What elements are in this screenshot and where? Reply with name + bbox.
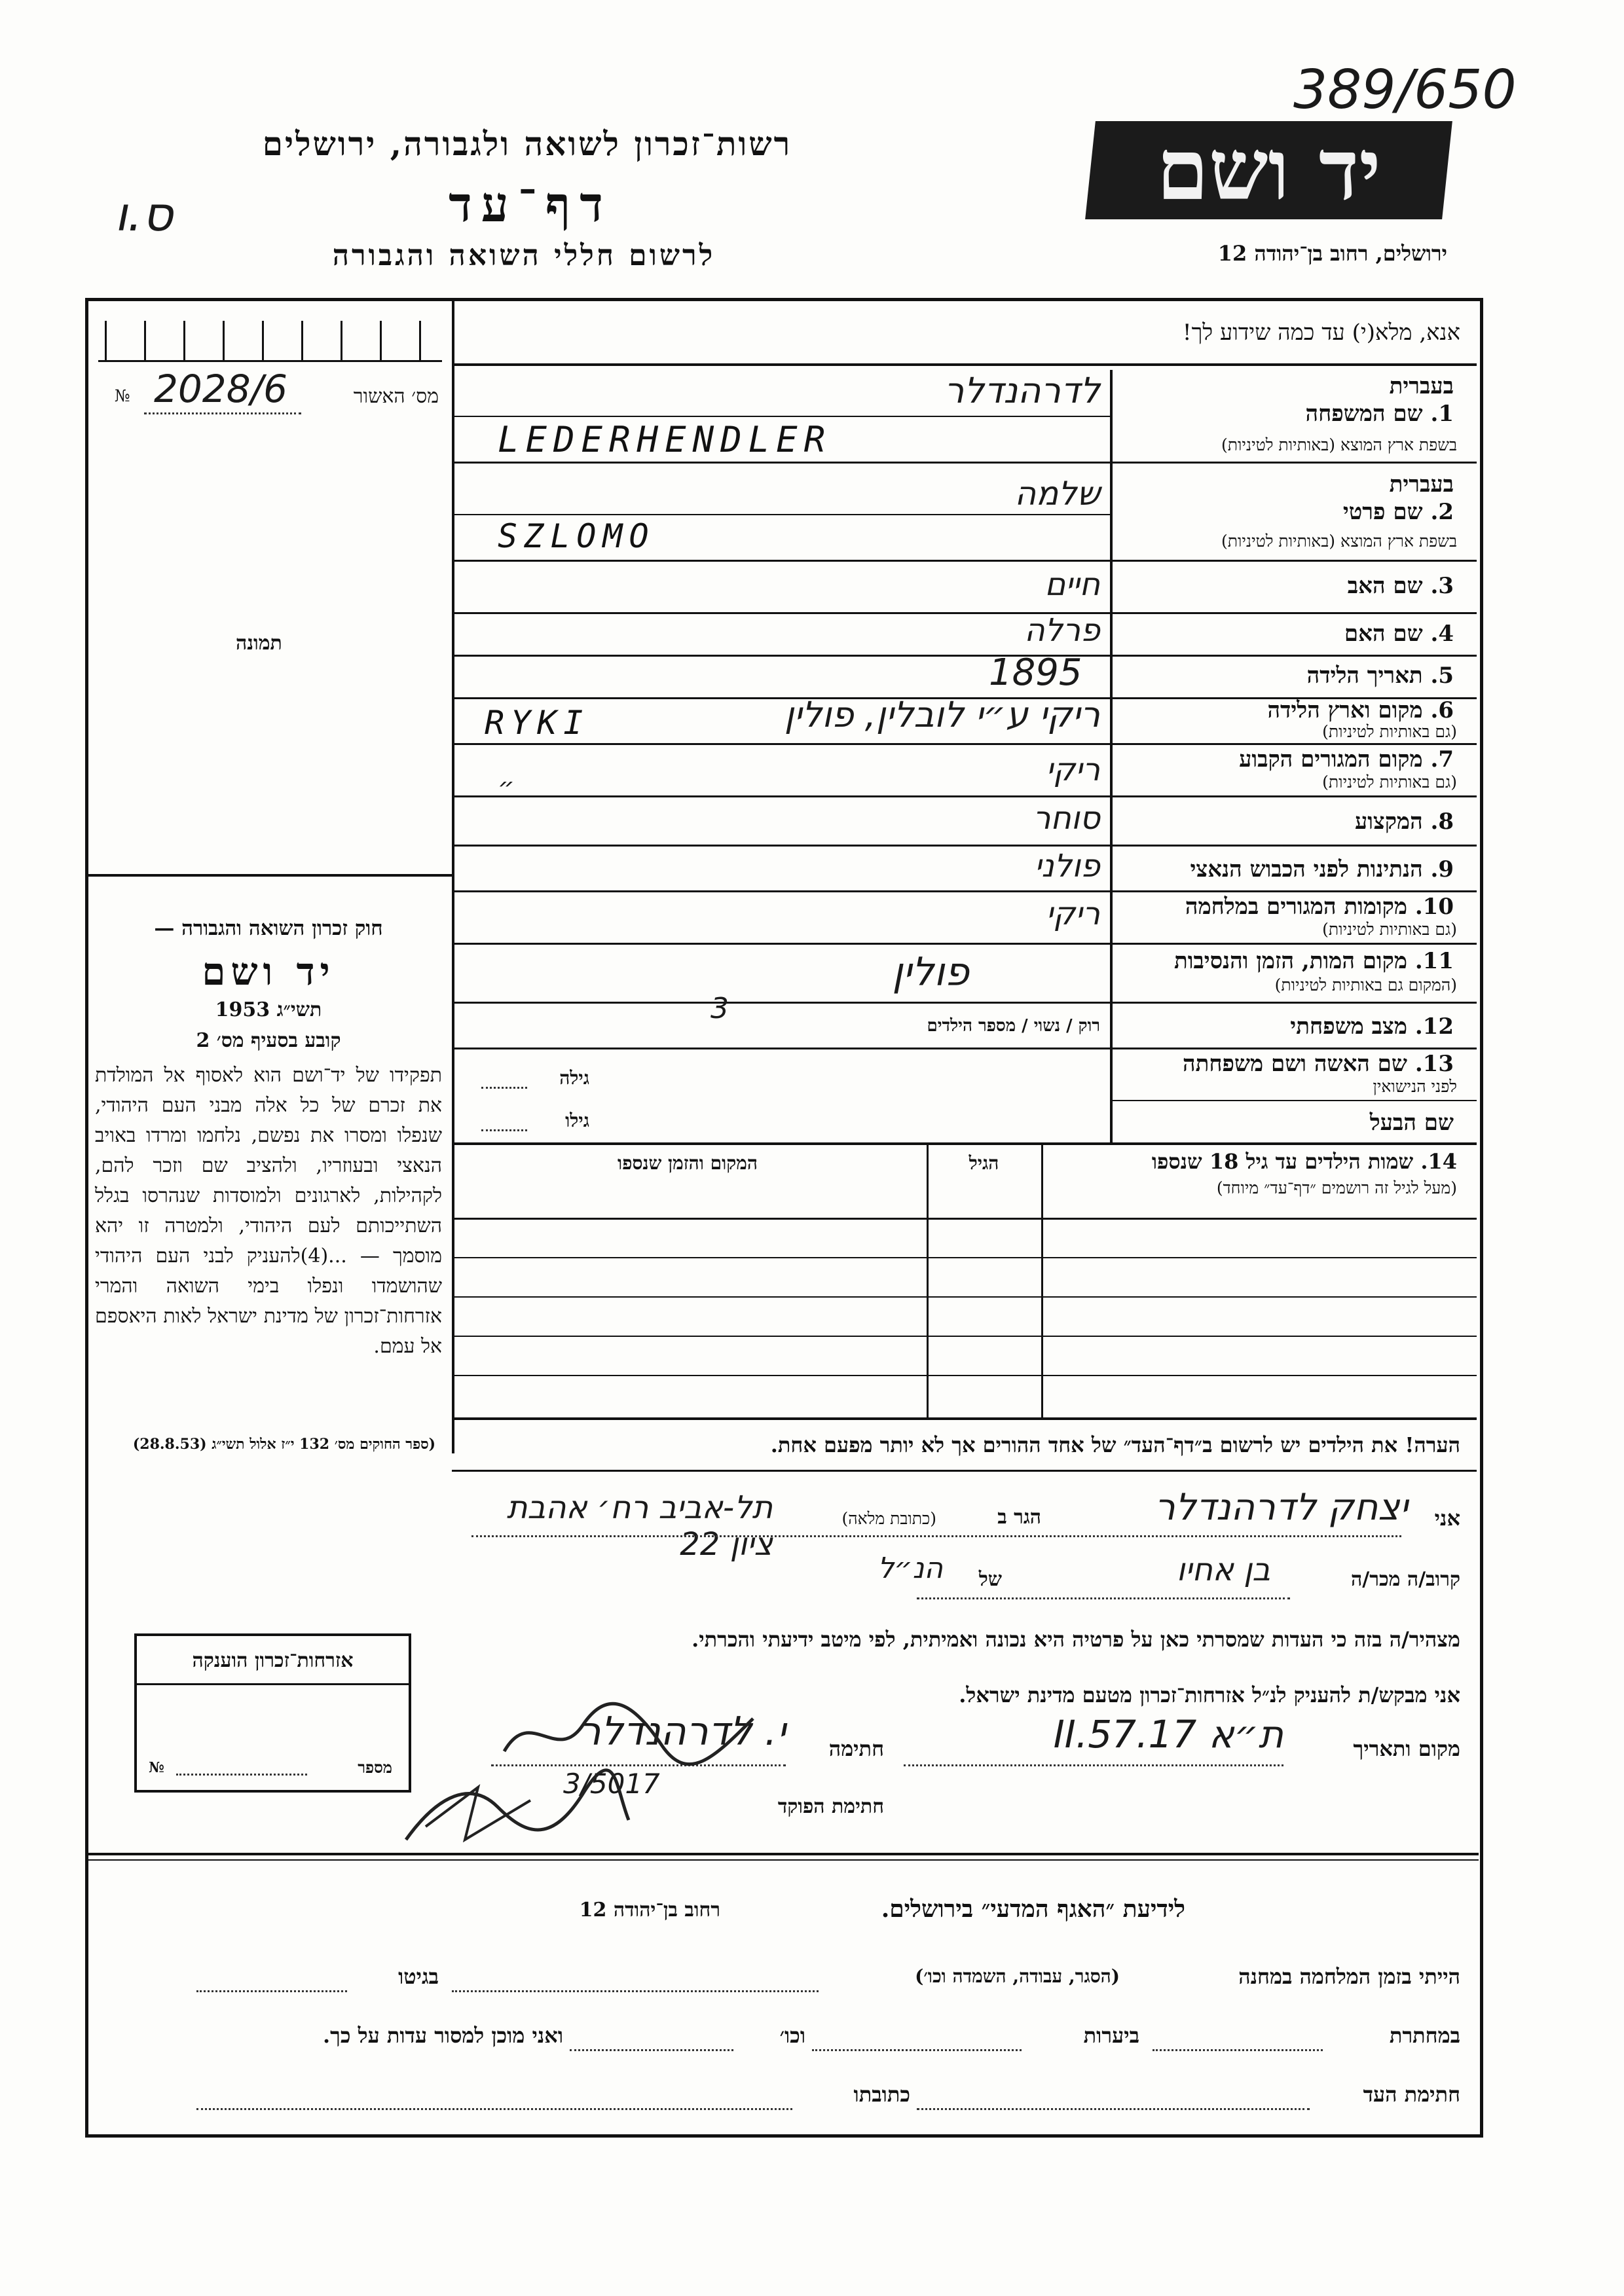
declaration-text: מצהיר/ה בזה כי העדות שמסרתי כאן על פרטיה היא נכונה ואמיתית, לפי מיטב ידיעתי והכרתי. xyxy=(692,1627,1460,1652)
children-col-age: הגיל xyxy=(969,1152,999,1174)
field-7-sub: (גם באותיות לטיניות) xyxy=(1322,773,1457,792)
approval-no-mark: № xyxy=(115,386,130,405)
law-name: יד ושם xyxy=(202,949,335,994)
info-line2-underground: במחתרת xyxy=(1389,2023,1460,2048)
field-10-label: 10. מקומות המגורים במלחמה xyxy=(1185,894,1454,920)
yad-vashem-logo xyxy=(1085,121,1452,219)
field-9-value[interactable]: פולני xyxy=(1034,848,1100,884)
field-10-sub: (גם באותיות לטיניות) xyxy=(1322,920,1457,939)
field-2-value-latin[interactable]: SZLOMO xyxy=(498,517,655,555)
field-6-sub: (גם באותיות לטיניות) xyxy=(1322,722,1457,741)
law-year: תשי״ג 1953 xyxy=(215,998,322,1021)
relation-label: קרוב/ה מכר/ה xyxy=(1351,1568,1460,1591)
field-9-label: 9. הנתינות לפני הכבוש הנאצי xyxy=(1190,856,1454,883)
field-6-value-latin[interactable]: RYKI xyxy=(485,704,590,742)
law-reference: (ספר החוקים מס׳ 132 י״ז אלול תשי״ג (28.8.53) xyxy=(132,1436,435,1453)
field-8-label: 8. המקצוע xyxy=(1354,809,1454,835)
place-date-label: מקום ותאריך xyxy=(1353,1736,1460,1761)
field-2-heb-tag: בעברית xyxy=(1389,471,1454,498)
field-11-sub: (המקום גם באותיות לטיניות) xyxy=(1274,975,1457,994)
signature-value[interactable]: י. לדרהנדלר xyxy=(578,1709,786,1755)
margin-note: ס.ו xyxy=(115,187,174,242)
field-4-label: 4. שם האם xyxy=(1344,621,1454,647)
place-date-value[interactable]: ת״א 17.II.57 xyxy=(1053,1712,1283,1757)
law-title: חוק זכרון השואה והגבורה — xyxy=(154,917,383,940)
field-10-value[interactable]: ריקי xyxy=(1046,896,1100,932)
info-line2-testimony: ואני מוכן למסור עדות על כך. xyxy=(322,2023,563,2048)
citizenship-box-title: אזרחות־זכרון הוענקה xyxy=(192,1649,354,1672)
field-3-label: 3. שם האב xyxy=(1347,573,1454,599)
husband-age-label: גילו xyxy=(565,1110,589,1131)
authority-name: רשות־זכרון לשואה ולגבורה, ירושלים xyxy=(262,124,792,163)
relation-shel-value[interactable]: הנ״ל xyxy=(877,1552,943,1585)
form-intro: אנא, מלא(י) עד כמה שידוע לך! xyxy=(1182,319,1460,346)
law-text: תפקידו של יד־ושם הוא לאסוף אל המולדת את זכרם של כל אלה מבני העם היהודי, שנפלו ומסרו את נפשם, נלחמו ומרדו באויב הנאצי ובעוזריו, ולהציב שם וזכר להם, לקהילות, לארגונים ולמוסדות שנהרסו בגלל השתייכותם לעם היהודי, ולמטרה זו יהא מוסמך — ...(4)להעניק לבני העם היהודי שהושמדו ונפלו בימי השואה והמרי אזרחות־זכרון של מדינת ישראל לאות היאספם אל עמם. xyxy=(95,1064,443,1358)
field-1-value-heb[interactable]: לדרהנדלר xyxy=(944,370,1100,411)
field-1-sub: בשפת ארץ המוצא (באותיות לטיניות) xyxy=(1221,435,1457,454)
field-7-value-latin[interactable]: ״ xyxy=(498,773,515,803)
approval-ticks xyxy=(98,314,442,362)
declarant-gar-label: הגר ב xyxy=(997,1506,1041,1529)
relation-value[interactable]: בן אחיו xyxy=(1176,1552,1270,1588)
info-line1-camp: הייתי בזמן המלחמה במחנה xyxy=(1238,1964,1460,1989)
law-clause: קובע בסעיף מס׳ 2 xyxy=(196,1029,341,1052)
officer-signature-label: חתימת הפוקד xyxy=(777,1795,884,1818)
field-13-sub: לפני הנישואין xyxy=(1373,1077,1457,1096)
info-title: לידיעת ״האגף המדעי״ בירושלים. xyxy=(881,1895,1185,1923)
field-11-label: 11. מקום המות, הזמן והנסיבות xyxy=(1173,948,1454,974)
field-2-sub: בשפת ארץ המוצא (באותיות לטיניות) xyxy=(1221,532,1457,551)
children-col-place: המקום והזמן שנספו xyxy=(618,1152,758,1174)
field-7-value[interactable]: ריקי xyxy=(1046,752,1100,788)
field-1-heb-tag: בעברית xyxy=(1389,373,1454,399)
field-1-label: 1. שם המשפחה xyxy=(1305,401,1454,427)
field-5-value[interactable]: 1895 xyxy=(989,651,1082,694)
declarant-signature-scribble xyxy=(491,1699,766,1771)
children-sub: (מעל לגיל זה רושמים ״דף־עד״ מיוחד) xyxy=(1216,1178,1457,1197)
logo-text: יד ושם xyxy=(1156,121,1381,219)
field-2-value-heb[interactable]: שלמה xyxy=(1014,475,1100,513)
info-address: רחוב בן־יהודה 12 xyxy=(579,1899,720,1922)
field-4-value[interactable]: פרלה xyxy=(1024,612,1100,649)
field-13-label: 13. שם האשה ושם משפחתה xyxy=(1183,1051,1454,1077)
field-1-value-latin[interactable]: LEDERHENDLER xyxy=(498,419,832,460)
field-3-value[interactable]: חיים xyxy=(1044,566,1100,603)
header-address: ירושלים, רחוב בן־יהודה 12 xyxy=(1217,241,1447,266)
field-2-label: 2. שם פרטי xyxy=(1342,499,1454,525)
citizenship-box-number-label: מספר xyxy=(358,1758,392,1777)
info-line1-types: (הסגר, עבודה, השמדה וכו׳) xyxy=(915,1965,1120,1987)
info-witness-address-label: כתובתו xyxy=(853,2082,910,2107)
citizenship-box-no: № xyxy=(149,1759,164,1776)
info-line2-forests: ביערות xyxy=(1083,2023,1139,2048)
field-5-label: 5. תאריך הלידה xyxy=(1306,663,1454,689)
declarant-address-label: (כתובת מלאה) xyxy=(841,1509,936,1528)
field-12-options: רוק / נשוי / מספר הילדים xyxy=(927,1016,1100,1036)
husband-name-label: שם הבעל xyxy=(1369,1110,1454,1136)
field-7-label: 7. מקום המגורים הקבוע xyxy=(1239,746,1454,773)
info-line2-etc: וכו׳ xyxy=(779,2023,805,2048)
relation-shel: של xyxy=(978,1568,1002,1591)
info-line1-ghetto: בגיטו xyxy=(398,1964,439,1989)
photo-label: תמונה xyxy=(236,632,282,655)
officer-signature-scribble xyxy=(399,1768,635,1853)
declarant-ani: אני xyxy=(1434,1506,1460,1531)
signature-label: חתימה xyxy=(828,1736,884,1761)
field-6-value[interactable]: ריקי ע״י לובלין, פולין xyxy=(784,694,1100,735)
declarant-name[interactable]: יצחק לדרהנדלר xyxy=(1154,1486,1408,1529)
officer-stamp: 3/5017 xyxy=(563,1768,660,1800)
citizenship-box xyxy=(134,1633,411,1793)
approval-label: מס׳ האשור xyxy=(353,385,439,408)
field-12-value[interactable]: 3 xyxy=(710,992,729,1025)
field-13-age-label: גילה xyxy=(559,1067,589,1089)
declarant-address-value[interactable]: תל-אביב רח׳ אהבת ציון 22 xyxy=(506,1489,773,1563)
form-subtitle: לרשום חללי השואה והגבורה xyxy=(332,239,716,272)
field-12-label: 12. מצב משפחתי xyxy=(1290,1013,1454,1040)
info-witness-signature-label: חתימת העד xyxy=(1363,2082,1460,2107)
citizenship-request: אני מבקש/ת להעניק לנ״ל אזרחות־זכרון מטעם מדינת ישראל. xyxy=(959,1683,1460,1707)
form-title: דף־עד xyxy=(449,177,612,233)
approval-number: 2028/6 xyxy=(154,367,288,411)
field-11-value[interactable]: פולין xyxy=(892,949,969,995)
children-note: הערה! את הילדים יש לרשום ב״דף־העד״ של אחד ההורים אך לא יותר מפעם אחת. xyxy=(770,1432,1460,1457)
field-8-value[interactable]: סוחר xyxy=(1033,800,1100,837)
children-label: 14. שמות הילדים עד גיל 18 שנספו xyxy=(1151,1149,1457,1174)
field-6-label: 6. מקום וארץ הלידה xyxy=(1267,697,1454,723)
archive-number: 389/650 xyxy=(1293,59,1517,121)
